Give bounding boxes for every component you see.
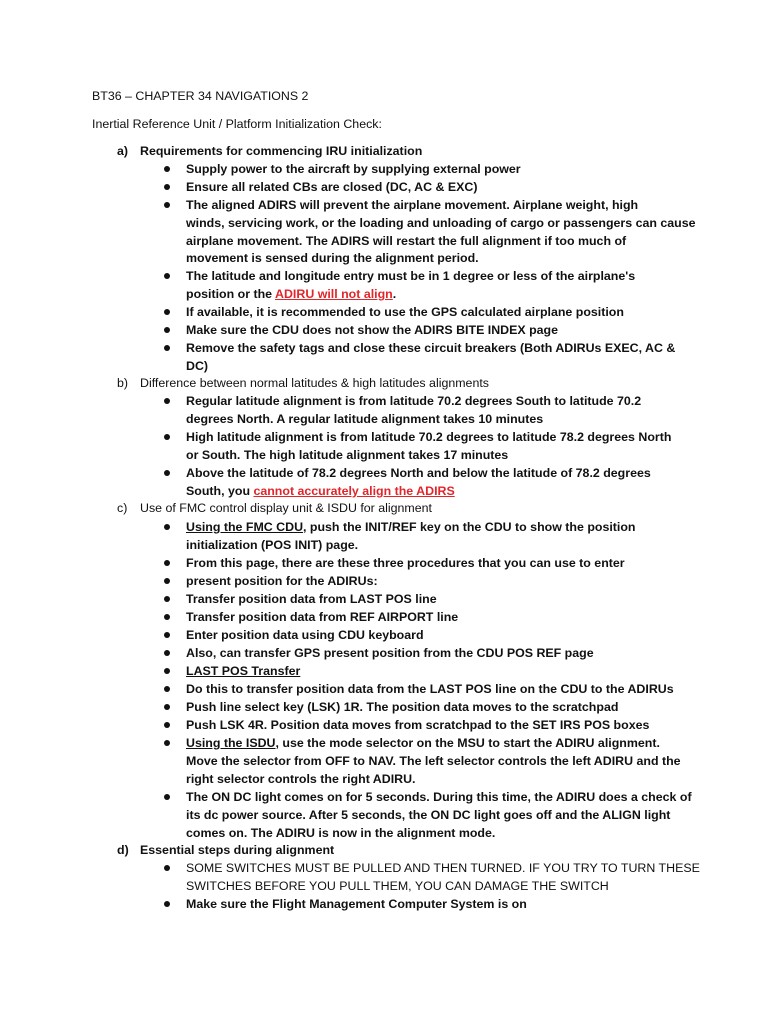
list-item-continued: SWITCHES BEFORE YOU PULL THEM, YOU CAN DAMAGE THE SWITCH (186, 879, 609, 893)
list-item-continued: movement is sensed during the alignment period. (186, 251, 479, 265)
bullet-icon (164, 578, 170, 584)
bullet-icon (164, 794, 170, 800)
list-item: Make sure the Flight Management Computer System is on (186, 897, 527, 911)
bullet-icon (164, 740, 170, 746)
bullet-icon (164, 166, 170, 172)
bullet-icon (164, 865, 170, 871)
section-d-marker: d) (117, 843, 129, 857)
list-item: Make sure the CDU does not show the ADIRS BITE INDEX page (186, 323, 559, 337)
list-item: present position for the ADIRUs: (186, 574, 378, 588)
bullet-icon (164, 434, 170, 440)
list-item-continued (186, 482, 455, 500)
section-c-heading: Use of FMC control display unit & ISDU for alignment (140, 501, 432, 515)
list-item-continued: Move the selector from OFF to NAV. The left selector controls the left ADIRU and the (186, 754, 681, 768)
bullet-icon (164, 686, 170, 692)
list-item: If available, it is recommended to use the GPS calculated airplane position (186, 305, 624, 319)
underlined-term: Using the ISDU (186, 736, 276, 750)
bullet-icon (164, 650, 170, 656)
section-c-marker: c) (117, 501, 128, 515)
list-item: Transfer position data from LAST POS line (186, 592, 437, 606)
bullet-icon (164, 309, 170, 315)
bullet-icon (164, 668, 170, 674)
bullet-icon (164, 345, 170, 351)
bullet-icon (164, 704, 170, 710)
section-b-marker: b) (117, 376, 129, 390)
list-item-continued: winds, servicing work, or the loading and unloading of cargo or passengers can cause (186, 216, 696, 230)
bullet-icon (164, 524, 170, 530)
list-item: SOME SWITCHES MUST BE PULLED AND THEN TURNED. IF YOU TRY TO TURN THESE (186, 861, 700, 875)
bullet-icon (164, 632, 170, 638)
bullet-icon (164, 184, 170, 190)
text-segment: position or the (186, 287, 276, 301)
bullet-icon (164, 596, 170, 602)
list-item-continued: degrees North. A regular latitude alignment takes 10 minutes (186, 412, 544, 426)
section-b-heading: Difference between normal latitudes & high latitudes alignments (140, 376, 489, 390)
list-item: Above the latitude of 78.2 degrees North and below the latitude of 78.2 degrees (186, 466, 651, 480)
list-item (186, 734, 660, 752)
bullet-icon (164, 470, 170, 476)
list-item: High latitude alignment is from latitude 70.2 degrees to latitude 78.2 degrees North (186, 430, 672, 444)
list-item-continued: initialization (POS INIT) page. (186, 538, 359, 552)
section-a-marker: a) (117, 144, 129, 158)
bullet-icon (164, 901, 170, 907)
bullet-icon (164, 560, 170, 566)
list-item: The latitude and longitude entry must be in 1 degree or less of the airplane's (186, 269, 636, 283)
bullet-icon (164, 327, 170, 333)
list-item: LAST POS Transfer (186, 664, 301, 678)
underlined-term: Using the FMC CDU (186, 520, 304, 534)
list-item: Do this to transfer position data from the LAST POS line on the CDU to the ADIRUs (186, 682, 674, 696)
list-item (186, 518, 636, 536)
list-item: Also, can transfer GPS present position from the CDU POS REF page (186, 646, 594, 660)
bullet-icon (164, 722, 170, 728)
list-item-continued: its dc power source. After 5 seconds, the ON DC light goes off and the ALIGN light (186, 808, 671, 822)
text-segment: South, you (186, 484, 254, 498)
list-item: Remove the safety tags and close these circuit breakers (Both ADIRUs EXEC, AC & (186, 341, 676, 355)
list-item-continued: DC) (186, 359, 209, 373)
bullet-icon (164, 614, 170, 620)
list-item-continued: right selector controls the right ADIRU. (186, 772, 416, 786)
text-segment: . (392, 287, 397, 301)
list-item: Ensure all related CBs are closed (DC, AC & EXC) (186, 180, 478, 194)
warning-text: cannot accurately align the ADIRS (253, 484, 455, 498)
document-subtitle: Inertial Reference Unit / Platform Initialization Check: (92, 117, 382, 131)
bullet-icon (164, 398, 170, 404)
warning-text: ADIRU will not align (275, 287, 393, 301)
bullet-icon (164, 273, 170, 279)
list-item: Enter position data using CDU keyboard (186, 628, 424, 642)
list-item: Push line select key (LSK) 1R. The position data moves to the scratchpad (186, 700, 619, 714)
list-item: Supply power to the aircraft by supplying external power (186, 162, 521, 176)
document-title: BT36 – CHAPTER 34 NAVIGATIONS 2 (92, 89, 309, 103)
list-item: The ON DC light comes on for 5 seconds. During this time, the ADIRU does a check of (186, 790, 692, 804)
list-item-continued (186, 285, 396, 303)
bullet-icon (164, 202, 170, 208)
list-item-continued: or South. The high latitude alignment takes 17 minutes (186, 448, 509, 462)
list-item: Transfer position data from REF AIRPORT line (186, 610, 459, 624)
text-segment: , use the mode selector on the MSU to start the ADIRU alignment. (275, 736, 660, 750)
list-item-continued: airplane movement. The ADIRS will restart the full alignment if too much of (186, 234, 627, 248)
list-item: Regular latitude alignment is from latitude 70.2 degrees South to latitude 70.2 (186, 394, 642, 408)
list-item: The aligned ADIRS will prevent the airplane movement. Airplane weight, high (186, 198, 639, 212)
list-item: Push LSK 4R. Position data moves from scratchpad to the SET IRS POS boxes (186, 718, 650, 732)
list-item-continued: comes on. The ADIRU is now in the alignment mode. (186, 826, 496, 840)
section-d-heading: Essential steps during alignment (140, 843, 335, 857)
text-segment: , push the INIT/REF key on the CDU to show the position (303, 520, 636, 534)
section-a-heading: Requirements for commencing IRU initialization (140, 144, 423, 158)
list-item: From this page, there are these three procedures that you can use to enter (186, 556, 625, 570)
